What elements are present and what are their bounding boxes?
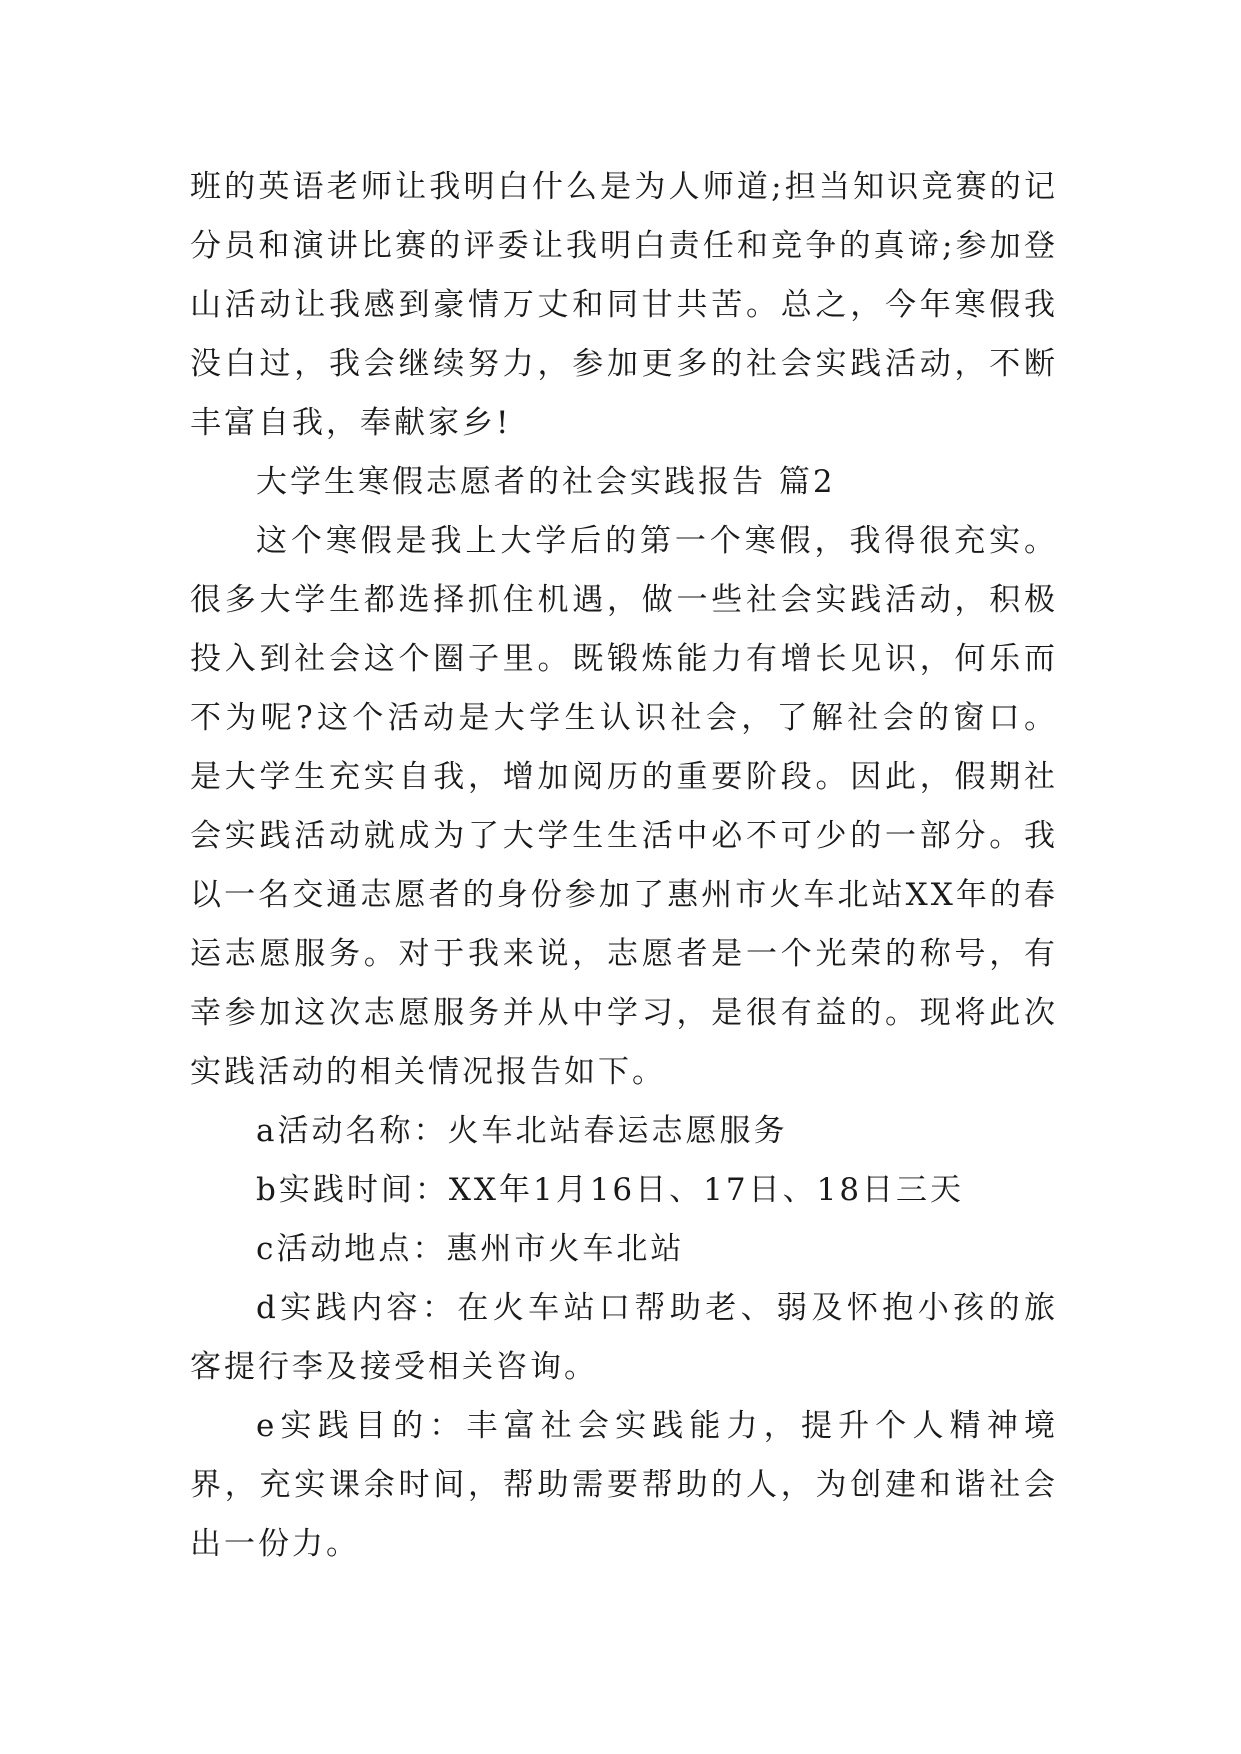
- paragraph-continuation: 班的英语老师让我明白什么是为人师道;担当知识竞赛的记分员和演讲比赛的评委让我明白责任和竞争的真谛;参加登山活动让我感到豪情万丈和同甘共苦。总之，今年寒假我没白过，我会继续努力，参加更多的社会实践活动，不断丰富自我，奉献家乡!: [190, 169, 1058, 441]
- item-activity-location: c活动地点：惠州市火车北站: [256, 1231, 685, 1267]
- item-practice-purpose: e实践目的：丰富社会实践能力，提升个人精神境界，充实课余时间，帮助需要帮助的人，为创建和谐社会出一份力。: [190, 1408, 1058, 1562]
- paragraph-intro: 这个寒假是我上大学后的第一个寒假，我得很充实。很多大学生都选择抓住机遇，做一些社会实践活动，积极投入到社会这个圈子里。既锻炼能力有增长见识，何乐而不为呢?这个活动是大学生认识社会，了解社会的窗口。是大学生充实自我，增加阅历的重要阶段。因此，假期社会实践活动就成为了大学生生活中必不可少的一部分。我以一名交通志愿者的身份参加了惠州市火车北站XX年的春运志愿服务。对于我来说，志愿者是一个光荣的称号，有幸参加这次志愿服务并从中学习，是很有益的。现将此次实践活动的相关情况报告如下。: [190, 523, 1058, 1090]
- item-practice-content: d实践内容：在火车站口帮助老、弱及怀抱小孩的旅客提行李及接受相关咨询。: [190, 1290, 1058, 1385]
- section-heading: 大学生寒假志愿者的社会实践报告 篇2: [256, 464, 836, 500]
- document-body: [190, 158, 1058, 1574]
- item-practice-time: b实践时间：XX年1月16日、17日、18日三天: [256, 1172, 965, 1208]
- item-activity-name: a活动名称：火车北站春运志愿服务: [256, 1113, 788, 1149]
